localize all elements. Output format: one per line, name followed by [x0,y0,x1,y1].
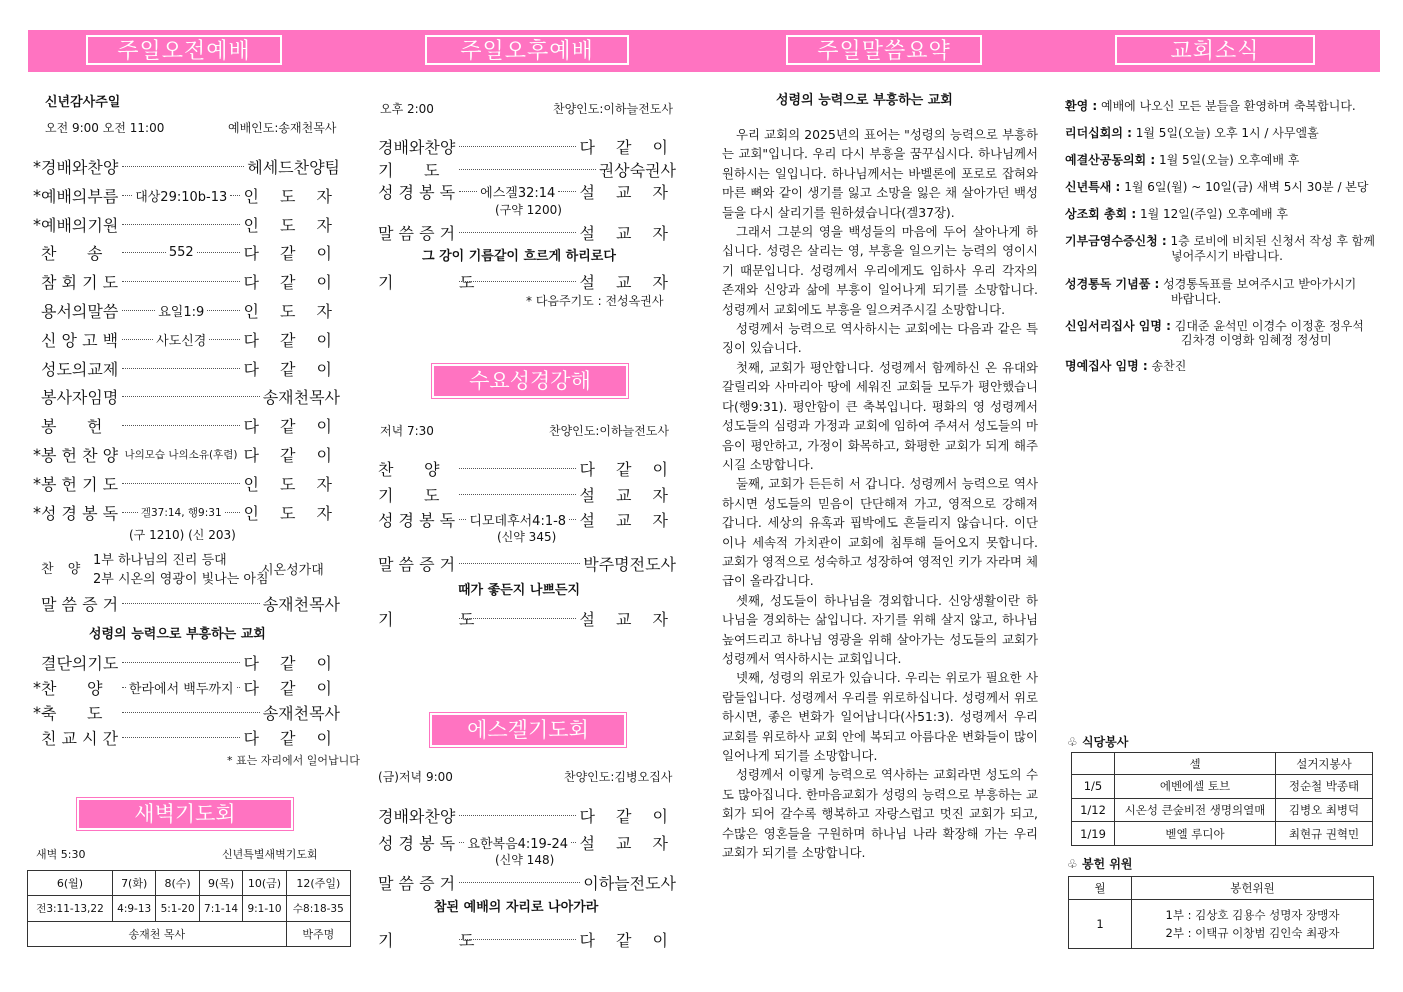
dawn-leader: 송재천 목사 [28,922,287,947]
pm-time: 오후 2:00 [380,102,434,116]
sermon-paragraph: 셋째, 성도들이 하나님을 경외합니다. 신앙생활이란 하나님을 경외하는 삶입니다. 자기를 위해 살지 않고, 하나님 높여드리고 하나님 영광을 위해 살아가는 성도들의 교회가 성령께서 역사하시는 교회입니다. [722,592,1038,666]
am-word: 말 씀 증 거 송재천목사 [41,595,340,614]
order-detail: 552 [168,245,194,261]
order-detail: 사도신경 [156,333,207,349]
sermon-paragraph: 넷째, 성령의 위로가 있습니다. 우리는 위로가 필요한 사람들입니다. 성령께서 우리를 위로하십니다. 성령께서 위로하시면, 좋은 변화가 일어납니다(사51:3). 성령께서 우리 교회를 위로하사 교회 안에 복되고 아름다운 변화들이 많이 일어나게 되기를 소망합니다. [722,670,1038,763]
order-item [41,241,340,264]
order-person: 권상숙권사 [598,160,676,180]
news-deacon: 신임서리집사 임명 : 김대준 윤석민 이경수 이정훈 정우석 [1065,319,1364,333]
sermon-paragraph: 둘째, 교회가 든든히 서 갑니다. 성령께서 능력으로 역사하시면 성도들의 믿음이 단단해져 가고, 영적으로 강해져 갑니다. 세상의 유혹과 핍박에도 흔들리지 않습니다. 이단이나 세속적 가치관이 교회에 침투해 들어오지 못합니다. 교회가 영적으로 성숙하고 성장하여 영적인 키가 자라며 체급이 올라갑니다. [722,476,1038,589]
dawn-text: 9:1-10 [243,896,286,922]
order-label: 성 경 봉 독 [378,183,456,202]
order-person: 다 같 이 [243,417,340,437]
order-person: 다 같 이 [579,807,676,826]
order-person: 인 도 자 [243,215,340,235]
sermon-body [722,125,1038,862]
am-stand-note: * 표는 자리에서 일어납니다 [227,754,360,767]
order-person: 다 같 이 [243,679,340,698]
order-label: 봉 헌 기 도 [41,474,119,494]
order-label: 예배의기원 [41,215,119,235]
dawn-day: 8(수) [156,871,199,896]
dawn-text: 7:1-14 [199,896,242,922]
order-item [378,158,676,181]
order-person: 인 도 자 [243,503,341,523]
dawn-time: 새벽 5:30 [36,848,86,861]
order-person: 인 도 자 [243,302,340,321]
pm-leader: 찬양인도:이하늘전도사 [553,102,673,116]
order-label: 성도의교제 [41,359,119,379]
offering-month: 1 [1069,900,1132,949]
order-item [41,328,340,351]
fri-header: 에스겔기도회 [430,713,626,747]
order-label: 예배의부름 [41,186,119,206]
order-label: 기 도 [378,485,440,505]
news-item: 신년특새 : 1월 6일(월) ~ 10일(금) 새벽 5시 30분 / 본당 [1065,180,1369,194]
kitchen-cell: 1/12 [1072,798,1115,822]
order-label: 경배와찬양 [41,158,119,177]
news-item: 예결산공동의회 : 1월 5일(오늘) 오후예배 후 [1065,153,1300,167]
kitchen-head [1072,753,1115,775]
order-item [41,651,340,674]
order-label: 축 도 [41,704,103,723]
kitchen-cell: 1/19 [1072,822,1115,846]
am-reading-note: (구 1210) (신 203) [129,528,236,542]
kitchen-cell: 김병오 최병덕 [1276,798,1373,822]
fri-sermon-title: 참된 예배의 자리로 나아가라 [434,900,599,915]
star-mark: * [33,445,41,464]
order-person: 설 교 자 [579,834,676,853]
am-time: 오전 9:00 오전 11:00 [45,121,165,135]
kitchen-cell: 벧엘 루디아 [1115,822,1276,846]
offering-line2: 2부 : 이택규 이창범 김인숙 최광자 [1165,926,1340,940]
order-label: 결단의기도 [41,654,119,673]
order-person: 인 도 자 [243,186,340,206]
kitchen-head: 설거지봉사 [1276,753,1373,775]
am-choir-line2: 2부 시온의 영광이 빛나는 아침 [93,572,269,587]
order-item [33,701,340,724]
order-label: 찬 양 [378,460,440,479]
dawn-day: 7(화) [112,871,155,896]
sermon-summary-header: 주일말씀요약 [786,35,982,65]
order-label: 친 교 시 간 [41,729,119,748]
sermon-paragraph: 첫째, 교회가 평안합니다. 성령께서 함께하신 온 유대와 갈릴리와 사마리아 땅에 세워진 교회들 모두가 평안했습니다(행9:31). 평안함이 큰 축복입니다. 평화의 영 성령께서 성도들의 심령과 가정과 교회에 임하여 주셔서 성도들의 마음이 평안하고, 가정이 화목하고, 화평한 교회가 되게 해주시길 소망합니다. [722,359,1038,472]
order-detail: 에스겔32:14 [480,186,556,201]
kitchen-head: 셀 [1115,753,1276,775]
fri-prayer: 기 도 다 같 이 [378,931,676,950]
order-person: 다 같 이 [243,446,340,465]
am-title: 신년감사주일 [45,95,121,110]
wed-time: 저녁 7:30 [380,424,434,438]
wed-reading-note: (신약 345) [497,530,557,544]
offering-table [1068,876,1374,949]
order-person: 설 교 자 [579,183,676,202]
kitchen-cell: 최현규 권혁민 [1276,822,1373,846]
star-mark: * [33,502,41,522]
pm-next-prayer: * 다음주기도 : 전성옥권사 [526,294,664,308]
order-item [41,385,340,408]
order-item [33,184,340,207]
news-bible: 성경통독 기념품 : 성경통독표를 보여주시고 받아가시기 [1065,277,1357,291]
fri-leader: 찬양인도:김병오집사 [564,770,673,784]
dawn-text: 수8:18-35 [286,896,350,922]
order-label: 찬 송 [41,244,103,264]
order-item [41,726,340,749]
order-item [33,676,340,699]
order-item [41,299,340,322]
order-person: 다 같 이 [243,729,340,748]
star-mark: * [33,473,41,493]
wed-leader: 찬양인도:이하늘전도사 [549,424,669,438]
order-label: 봉 헌 찬 양 [41,446,119,465]
am-sermon-title: 성령의 능력으로 부흥하는 교회 [89,627,266,642]
order-label: 용서의말씀 [41,302,119,321]
dawn-text: 전3:11-13,22 [28,896,113,922]
order-person: 헤세드찬양팀 [247,158,340,177]
dawn-text: 5:1-20 [156,896,199,922]
order-label: 경배와찬양 [378,138,456,157]
fri-time: (금)저녁 9:00 [378,770,453,784]
order-detail: 한라에서 백두까지 [128,682,234,697]
order-label: 경배와찬양 [378,807,456,826]
table-row [1072,798,1373,822]
order-person: 다 같 이 [243,359,340,379]
pm-service-header: 주일오후예배 [425,35,629,65]
order-item [378,804,676,827]
order-item [378,135,676,158]
order-item [33,472,340,495]
pm-word: 말 씀 증 거 설 교 자 [378,224,676,243]
sermon-paragraph: 성령께서 능력으로 역사하시는 교회에는 다음과 같은 특징이 있습니다. [722,321,1038,356]
order-item [33,501,341,524]
order-label: 찬 양 [41,679,103,698]
order-item [33,155,340,178]
kitchen-cell: 에벤에셀 토브 [1115,775,1276,799]
dawn-leader2: 박주명 [286,922,350,947]
wed-header: 수요성경강해 [432,364,628,398]
offering-title: ♧ 봉헌 위원 [1067,857,1133,871]
news-item: 환영 : 예배에 나오신 모든 분들을 환영하며 축복합니다. [1065,99,1356,113]
order-label: 봉사자임명 [41,388,119,408]
news-item: 상조회 총회 : 1월 12일(주일) 오후예배 후 [1065,207,1288,221]
order-person: 송재천목사 [262,388,340,408]
order-person: 다 같 이 [243,330,340,350]
order-person: 인 도 자 [243,474,340,494]
order-label: 봉 헌 [41,417,103,437]
sermon-paragraph: 우리 교회의 2025년의 표어는 "성령의 능력으로 부흥하는 교회"입니다. 우리 다시 부흥을 꿈꾸십시다. 하나님께서 원하시는 일입니다. 하나님께서는 바벨론에 포로로 잡혀와 마른 뼈와 같이 생기를 잃고 소망을 잃은 채 살아가던 백성들을 다시 살리기를 원하셨습니다(겔37장). [722,127,1038,220]
order-item [41,270,340,293]
order-item [378,180,676,203]
dawn-name: 신년특별새벽기도회 [222,848,318,861]
order-person: 다 같 이 [243,244,340,264]
order-item [41,357,340,380]
order-label: 성 경 봉 독 [41,503,119,523]
table-row [1072,775,1373,799]
pm-prayer: 기 도 설 교 자 [378,273,676,292]
order-detail: 디모데후서4:1-8 [469,514,567,529]
dawn-prayer-header: 새벽기도회 [77,798,293,830]
order-detail: 요한복음4:19-24 [467,837,569,852]
order-person: 다 같 이 [579,138,676,157]
dawn-day: 9(목) [199,871,242,896]
star-mark: * [33,157,41,176]
order-item [33,443,340,466]
order-person: 설 교 자 [579,485,676,505]
sermon-paragraph: 그래서 그분의 영을 백성들의 마음에 두어 살아나게 하십니다. 성령은 살리는 영, 부흥을 일으키는 능력의 영이시기 때문입니다. 성령께서 우리에게도 임하사 우리 각자의 존재와 신앙과 삶에 부흥이 일어나게 되기를 소망합니다. 성령께서 교회에도 부흥을 일으켜주시길 소망합니다. [722,224,1038,317]
am-choir-line1: 1부 하나님의 진리 등대 [93,553,227,568]
order-label: 성 경 봉 독 [378,511,456,530]
news-bible-2: 바랍니다. [1171,292,1222,306]
news-deacon-2: 김차경 이영화 임혜정 정성미 [1181,333,1332,347]
fri-reading-note: (신약 148) [495,853,555,867]
wed-sermon-title: 때가 좋든지 나쁘든지 [458,583,581,598]
order-label: 성 경 봉 독 [378,834,456,853]
order-person: 설 교 자 [579,511,677,530]
am-choir-label: 찬 양 [41,562,86,577]
am-service-header: 주일오전예배 [86,35,282,65]
star-mark: * [33,185,41,205]
kitchen-cell: 시온성 큰숲비전 생명의열매 [1115,798,1276,822]
kitchen-cell: 정순철 박종태 [1276,775,1373,799]
star-mark: * [33,678,41,697]
am-choir: 시온성가대 [261,563,324,578]
offering-head-members: 봉헌위원 [1132,877,1374,900]
offering-line1: 1부 : 김상호 김용수 성명자 장맹자 [1165,908,1340,922]
sermon-paragraph: 성령께서 이렇게 능력으로 역사하는 교회라면 성도의 수도 많아집니다. 한마음교회가 성령의 능력으로 부흥하는 교회가 되어 갈수록 행복하고 자랑스럽고 멋진 교회가 되고, 수많은 영혼들을 구원하며 하나님 나라 확장해 가는 우리 교회가 되기를 소망합니다. [722,767,1038,861]
news-tax-2: 넣어주시기 바랍니다. [1171,249,1283,263]
kitchen-title: ♧ 식당봉사 [1067,735,1129,749]
order-person: 송재천목사 [262,704,340,723]
dawn-text: 4:9-13 [112,896,155,922]
order-item [378,483,676,506]
sermon-title: 성령의 능력으로 부흥하는 교회 [776,93,953,108]
news-item: 리더십회의 : 1월 5일(오늘) 오후 1시 / 사무엘홀 [1065,126,1319,140]
wed-word: 말 씀 증 거 박주명전도사 [378,555,676,574]
order-detail: 겔37:14, 행9:31 [140,506,222,519]
order-detail: 나의모습 나의소유(후렴) [124,449,238,461]
news-honor: 명예집사 임명 : 송찬진 [1065,359,1187,373]
fri-word: 말 씀 증 거 이하늘전도사 [378,874,676,893]
kitchen-table [1071,752,1373,846]
dawn-day: 10(금) [243,871,286,896]
club-icon: ♧ [1067,857,1078,871]
order-item [41,414,340,437]
table-row [1072,822,1373,846]
pm-sermon-title: 그 강이 기름같이 흐르게 하리로다 [422,249,616,264]
order-person: 다 같 이 [579,460,676,479]
order-item [33,213,340,236]
news-tax: 기부금영수증신청 : 1층 로비에 비치된 신청서 작성 후 함께 [1065,234,1375,248]
order-person: 다 같 이 [243,273,340,293]
offering-head-month: 월 [1069,877,1132,900]
wed-prayer: 기 도 설 교 자 [378,610,676,629]
club-icon: ♧ [1067,735,1078,749]
order-item [378,457,676,480]
star-mark: * [33,214,41,234]
order-person: 다 같 이 [243,654,340,673]
order-label: 신 앙 고 백 [41,330,119,350]
dawn-table [27,870,351,947]
church-news-header: 교회소식 [1115,35,1315,65]
dawn-day: 6(월) [28,871,113,896]
order-detail: 요일1:9 [158,305,205,320]
am-leader: 예배인도:송재천목사 [228,121,337,135]
pm-reading-note: (구약 1200) [495,203,562,217]
order-detail: 대상29:10b-13 [135,189,228,205]
kitchen-cell: 1/5 [1072,775,1115,799]
order-label: 참 회 기 도 [41,273,119,293]
star-mark: * [33,703,41,722]
order-label: 기 도 [378,160,440,180]
dawn-day: 12(주일) [286,871,350,896]
